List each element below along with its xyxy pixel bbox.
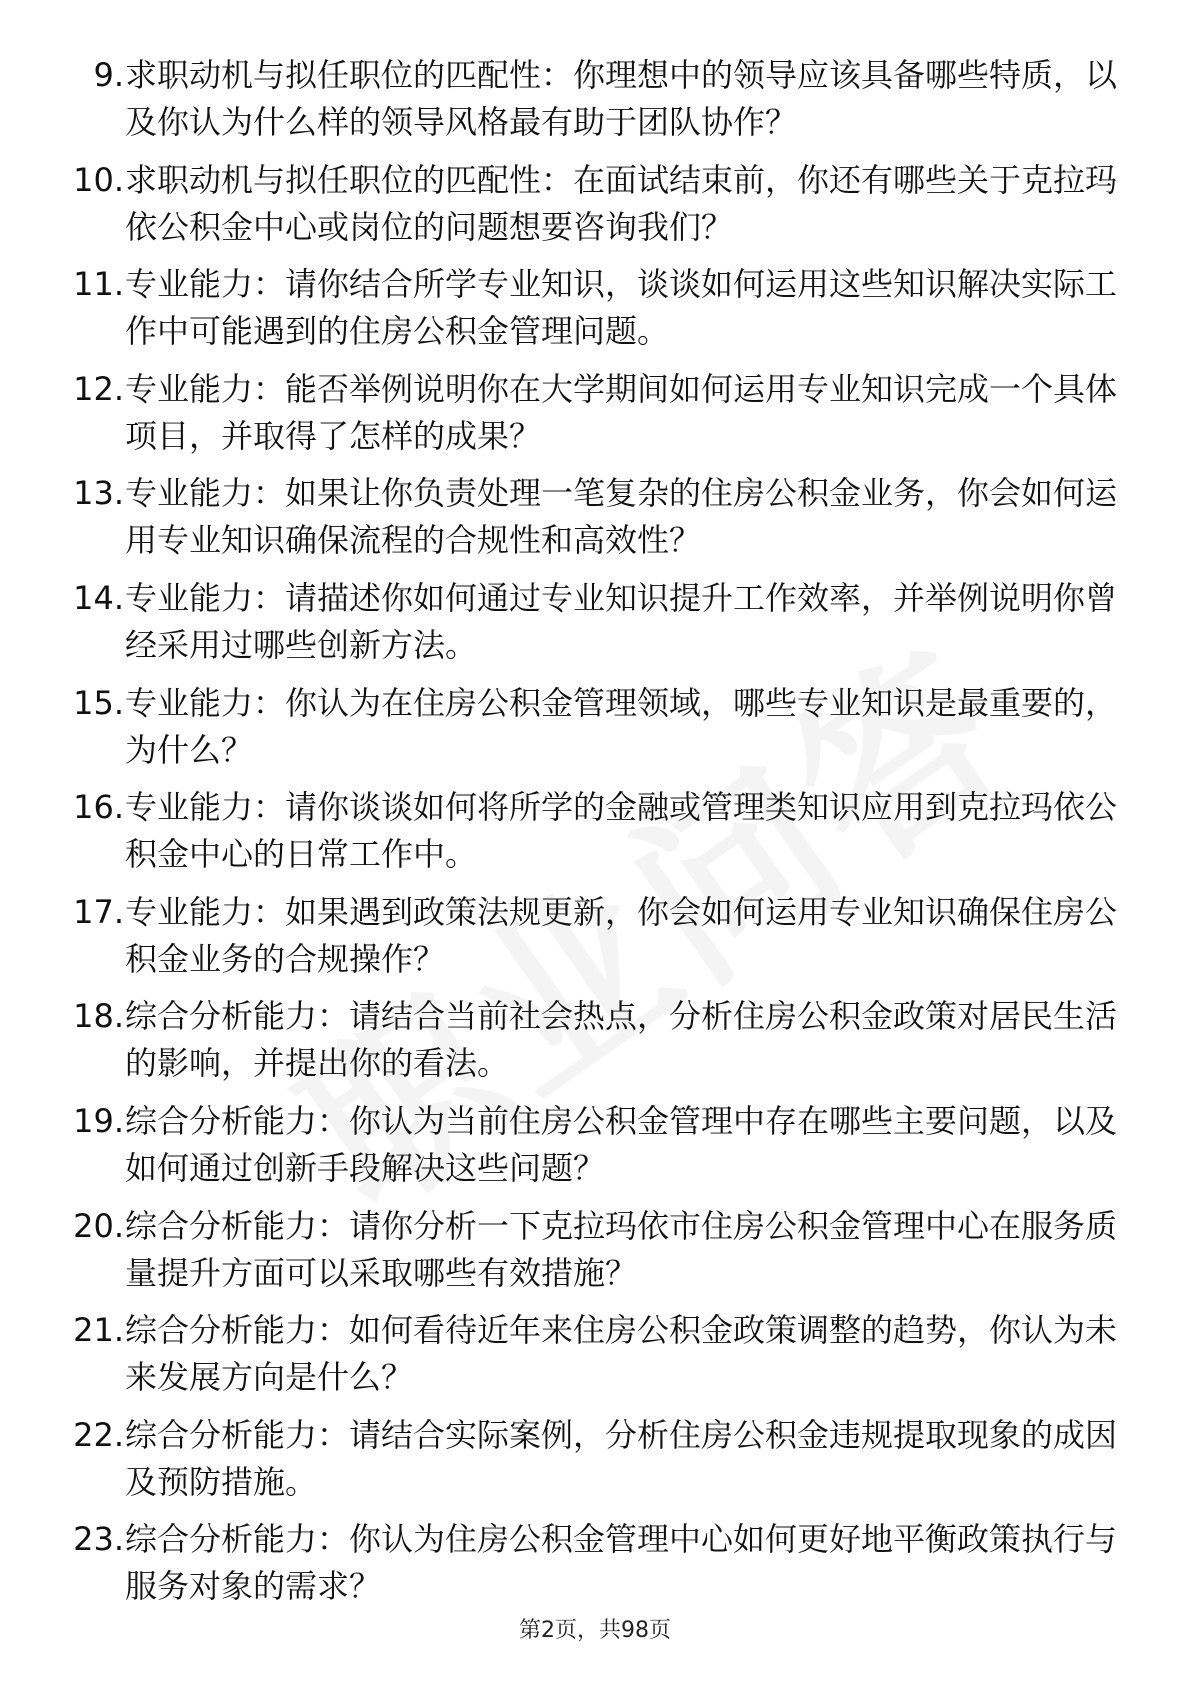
question-number: 21. — [73, 1311, 124, 1350]
question-item — [60, 1307, 1130, 1401]
question-item — [60, 889, 1130, 983]
question-item — [60, 157, 1130, 251]
question-item — [60, 680, 1130, 774]
question-number: 10. — [73, 160, 124, 199]
question-item — [60, 1516, 1130, 1610]
question-text: 专业能力：如果遇到政策法规更新，你会如何运用专业知识确保住房公积金业务的合规操作？ — [125, 892, 1118, 978]
question-text: 专业能力：能否举例说明你在大学期间如何运用专业知识完成一个具体项目，并取得了怎样的成果？ — [125, 369, 1118, 455]
question-text: 专业能力：如果让你负责处理一笔复杂的住房公积金业务，你会如何运用专业知识确保流程的合规性和高效性？ — [125, 474, 1118, 560]
question-text: 专业能力：请你谈谈如何将所学的金融或管理类知识应用到克拉玛依公积金中心的日常工作中。 — [125, 788, 1118, 874]
question-text: 综合分析能力：如何看待近年来住房公积金政策调整的趋势，你认为未来发展方向是什么？ — [125, 1311, 1118, 1397]
question-number: 22. — [73, 1415, 124, 1454]
question-text: 专业能力：请你结合所学专业知识，谈谈如何运用这些知识解决实际工作中可能遇到的住房公积金管理问题。 — [125, 265, 1118, 351]
question-text: 专业能力：你认为在住房公积金管理领域，哪些专业知识是最重要的，为什么？ — [125, 683, 1118, 769]
question-item — [60, 261, 1130, 355]
question-item — [60, 575, 1130, 669]
question-item — [60, 366, 1130, 460]
question-number: 17. — [73, 892, 124, 931]
question-number: 13. — [73, 474, 124, 513]
question-text: 综合分析能力：请结合实际案例，分析住房公积金违规提取现象的成因及预防措施。 — [125, 1415, 1118, 1501]
question-number: 20. — [73, 1206, 124, 1245]
question-text: 综合分析能力：你认为住房公积金管理中心如何更好地平衡政策执行与服务对象的需求？ — [125, 1520, 1118, 1606]
question-text: 综合分析能力：你认为当前住房公积金管理中存在哪些主要问题，以及如何通过创新手段解决这些问题？ — [125, 1101, 1118, 1187]
question-text: 求职动机与拟任职位的匹配性：你理想中的领导应该具备哪些特质，以及你认为什么样的领导风格最有助于团队协作？ — [125, 56, 1118, 141]
question-text: 综合分析能力：请结合当前社会热点，分析住房公积金政策对居民生活的影响，并提出你的看法。 — [125, 997, 1118, 1083]
question-item — [60, 1203, 1130, 1297]
question-item — [60, 52, 1130, 146]
question-number: 9. — [93, 56, 124, 94]
question-number: 18. — [73, 997, 124, 1036]
question-number: 19. — [73, 1101, 124, 1140]
question-item — [60, 784, 1130, 878]
question-list — [60, 52, 1130, 1621]
question-text: 专业能力：请描述你如何通过专业知识提升工作效率，并举例说明你曾经采用过哪些创新方法。 — [125, 578, 1118, 664]
question-number: 12. — [73, 369, 124, 408]
question-number: 14. — [73, 578, 124, 617]
question-item — [60, 470, 1130, 564]
question-number: 15. — [73, 683, 124, 722]
question-text: 求职动机与拟任职位的匹配性：在面试结束前，你还有哪些关于克拉玛依公积金中心或岗位的问题想要咨询我们？ — [125, 160, 1118, 246]
question-text: 综合分析能力：请你分析一下克拉玛依市住房公积金管理中心在服务质量提升方面可以采取哪些有效措施？ — [125, 1206, 1118, 1292]
page-footer: 第2页，共98页 — [519, 1618, 671, 1643]
question-item — [60, 1412, 1130, 1506]
question-number: 16. — [73, 788, 124, 827]
question-item — [60, 1098, 1130, 1192]
question-number: 23. — [73, 1520, 124, 1559]
question-number: 11. — [73, 265, 124, 304]
question-item — [60, 993, 1130, 1087]
